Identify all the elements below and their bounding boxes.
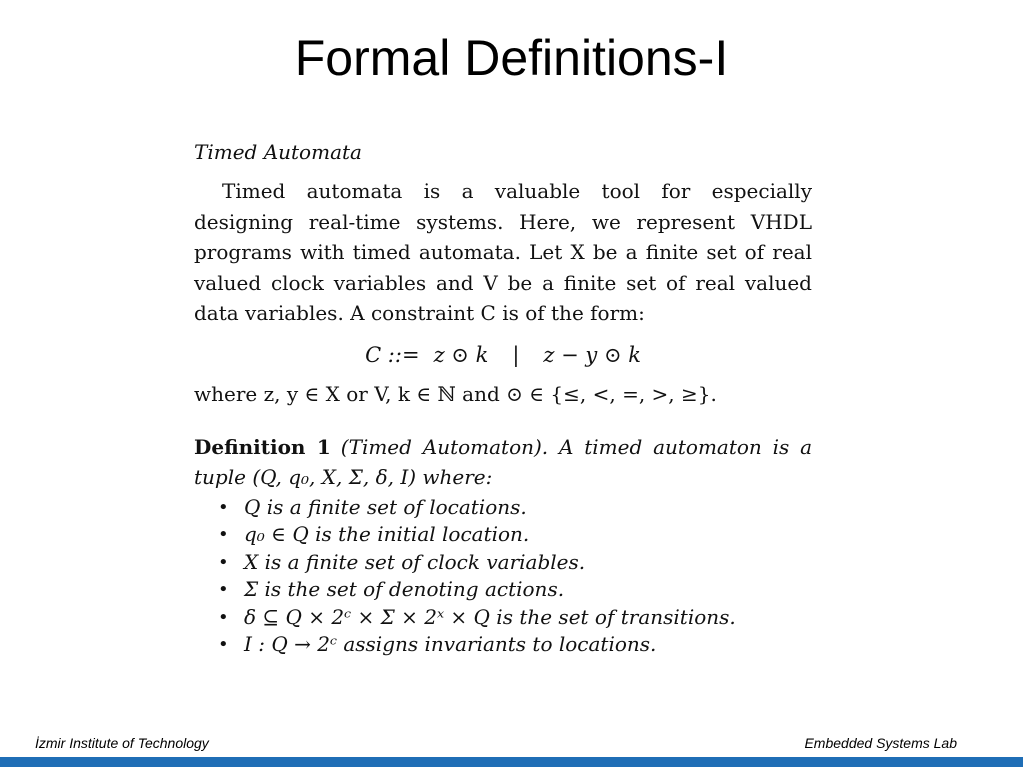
definition-list	[218, 494, 812, 659]
list-item	[218, 521, 812, 549]
bullet-icon: •	[218, 551, 229, 573]
definition-label: Definition 1	[194, 434, 331, 459]
paper-excerpt	[194, 138, 812, 659]
section-heading: Timed Automata	[194, 140, 362, 164]
definition-tuple: (Q, q₀, X, Σ, δ, I)	[252, 464, 417, 489]
slide-title: Formal Definitions-I	[294, 30, 729, 86]
intro-paragraph: Timed automata is a valuable tool for especially designing real-time systems. Here, we represent VHDL programs with timed automata. Let X be a finite set of real valued clock variables and V be a finite set of real valued data variables. A constraint C is of the form:	[194, 179, 812, 325]
list-item	[218, 549, 812, 577]
constraint-equation	[194, 343, 812, 367]
list-item-text: Σ is the set of denoting actions.	[244, 577, 565, 601]
bullet-icon: •	[218, 496, 229, 518]
list-item	[218, 604, 812, 632]
list-item-text: X is a finite set of clock variables.	[244, 549, 586, 574]
footer-bar	[0, 757, 1023, 767]
definition-text: (Timed Automaton). A timed automaton is a tuple	[194, 434, 812, 489]
list-item-text: q₀ ∈ Q is the initial location.	[244, 522, 530, 546]
list-item	[218, 631, 812, 659]
equation-separator: |	[512, 342, 520, 367]
equation-lhs: C ::=	[365, 342, 420, 367]
bullet-icon: •	[218, 606, 229, 628]
list-item-text: δ ⊆ Q × 2ᶜ × Σ × 2ˣ × Q is the set of transitions.	[244, 604, 736, 629]
bullet-icon: •	[218, 579, 229, 600]
equation-alt-1: z ⊙ k	[433, 342, 489, 367]
list-item	[218, 576, 812, 604]
bullet-icon: •	[218, 524, 229, 545]
definition-paragraph	[194, 432, 812, 492]
where-line: where z, y ∈ X or V, k ∈ ℕ and ⊙ ∈ {≤, <, =, >, ≥}.	[194, 381, 717, 406]
list-item	[218, 494, 812, 522]
footer-institution: İzmir Institute of Technology	[35, 735, 209, 751]
footer-lab: Embedded Systems Lab	[804, 735, 957, 751]
list-item-text: Q is a finite set of locations.	[244, 494, 527, 519]
list-item-text: I : Q → 2ᶜ assigns invariants to locations.	[244, 632, 657, 656]
bullet-icon: •	[218, 634, 229, 655]
definition-text-end: where:	[422, 464, 493, 489]
equation-alt-2: z − y ⊙ k	[543, 342, 641, 367]
